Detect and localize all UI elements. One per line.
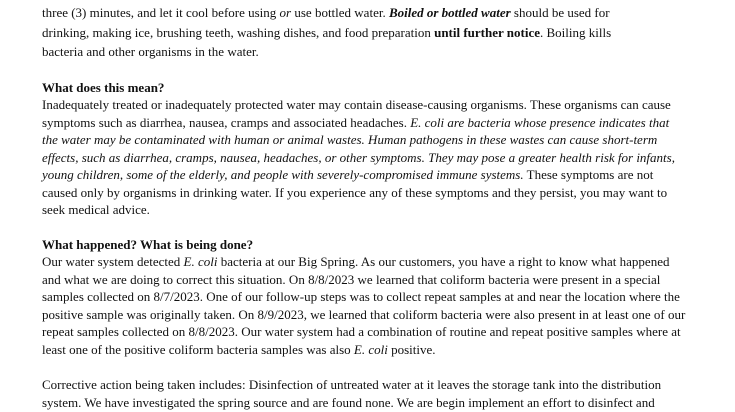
intro-text: three (3) minutes, and let it cool before using — [42, 5, 280, 20]
meaning-line-3 — [42, 131, 657, 149]
happened-text: positive. — [387, 342, 436, 357]
meaning-text: symptoms such as diarrhea, nausea, cramps and associated headaches. — [42, 115, 411, 130]
intro-text: bacteria and other organisms in the water. — [42, 44, 259, 59]
corrective-text: system. We have investigated the spring source and are found none. We are begin implement an effort to disinfect and — [42, 395, 655, 410]
until-further-notice-emphasis: until further notice — [434, 25, 541, 40]
meaning-text: Inadequately treated or inadequately protected water may contain disease-causing organisms. These organisms can cause — [42, 97, 671, 112]
meaning-line-4 — [42, 149, 675, 167]
e-coli-italic: E. coli — [353, 342, 388, 357]
happened-text: Our water system detected — [42, 254, 184, 269]
intro-line-3 — [42, 43, 259, 61]
happened-line-1 — [42, 253, 669, 271]
intro-text: use bottled water. — [291, 5, 389, 20]
meaning-text: caused only by organisms in drinking water. If you experience any of these symptoms and they persist, you may want to — [42, 185, 668, 200]
corrective-line-2 — [42, 394, 655, 412]
corrective-line-1 — [42, 376, 661, 394]
intro-or-emphasis: or — [279, 5, 292, 20]
section-heading-happened: What happened? What is being done? — [42, 237, 254, 252]
intro-line-2 — [42, 24, 611, 42]
meaning-line-6 — [42, 184, 667, 202]
happened-text: samples collected on 8/7/2023. One of our follow-up steps was to collect repeat samples at and near the location where the — [42, 289, 680, 304]
meaning-italic-text: E. coli are bacteria whose presence indicates that — [410, 115, 670, 130]
meaning-text: These symptoms are not — [523, 167, 654, 182]
intro-text: . Boiling kills — [540, 25, 612, 40]
meaning-text: seek medical advice. — [42, 202, 150, 217]
meaning-italic-text: effects, such as diarrhea, cramps, nausea, headaches, or other symptoms. They may pose a greater health risk for infants, — [42, 150, 675, 165]
happened-line-3 — [42, 288, 680, 306]
happened-line-5 — [42, 323, 681, 341]
happened-text: positive sample was originally taken. On 8/9/2023, we learned that coliform bacteria were also present in at least one of our — [42, 307, 686, 322]
e-coli-italic: E. coli — [183, 254, 218, 269]
meaning-line-5 — [42, 166, 653, 184]
corrective-text: Corrective action being taken includes: Disinfection of untreated water at it leaves the storage tank into the distribution — [42, 377, 662, 392]
happened-text: bacteria at our Big Spring. As our customers, you have a right to know what happened — [217, 254, 670, 269]
intro-line-1 — [42, 4, 610, 22]
meaning-line-7 — [42, 201, 150, 219]
meaning-line-1 — [42, 96, 671, 114]
happened-line-6 — [42, 341, 436, 359]
intro-text: should be used for — [510, 5, 610, 20]
happened-text: least one of the positive coliform bacteria samples was also — [42, 342, 354, 357]
happened-line-4 — [42, 306, 685, 324]
happened-text: repeat samples collected on 8/8/2023. Our water system had a combination of routine and repeat positive samples where at — [42, 324, 681, 339]
intro-text: drinking, making ice, brushing teeth, washing dishes, and food preparation — [42, 25, 435, 40]
meaning-line-2 — [42, 114, 669, 132]
meaning-italic-text: the water may be contaminated with human or animal wastes. Human pathogens in these wastes can cause short-term — [42, 132, 658, 147]
happened-text: and what we are doing to correct this situation. On 8/8/2023 we learned that coliform bacteria were present in a special — [42, 272, 661, 287]
section-heading-meaning: What does this mean? — [42, 80, 165, 95]
meaning-italic-text: young children, some of the elderly, and people with severely-compromised immune systems. — [42, 167, 524, 182]
boiled-or-bottled-emphasis: Boiled or bottled water — [388, 5, 511, 20]
happened-line-2 — [42, 271, 660, 289]
